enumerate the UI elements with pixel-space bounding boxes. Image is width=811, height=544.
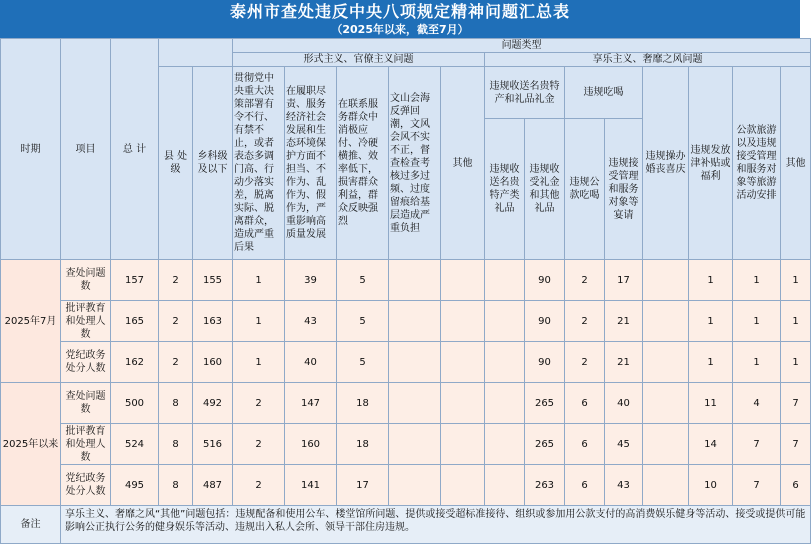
value-cell-f3: 17 bbox=[337, 465, 389, 506]
value-cell-g1 bbox=[485, 301, 525, 342]
item-cell: 查处问题数 bbox=[61, 383, 111, 424]
value-cell-total: 524 bbox=[111, 424, 159, 465]
value-cell-d1: 6 bbox=[565, 465, 605, 506]
table-row bbox=[1, 383, 811, 424]
value-cell-t: 1 bbox=[733, 301, 781, 342]
value-cell-f3: 5 bbox=[337, 342, 389, 383]
value-cell-county: 8 bbox=[159, 383, 193, 424]
value-cell-total: 165 bbox=[111, 301, 159, 342]
item-cell: 批评教育和处理人数 bbox=[61, 301, 111, 342]
value-cell-township: 155 bbox=[193, 260, 233, 301]
value-cell-total: 162 bbox=[111, 342, 159, 383]
value-cell-d1: 6 bbox=[565, 424, 605, 465]
value-cell-g1 bbox=[485, 465, 525, 506]
value-cell-g2: 90 bbox=[525, 260, 565, 301]
value-cell-f5 bbox=[441, 342, 485, 383]
table-row bbox=[1, 465, 811, 506]
header-total: 总 计 bbox=[111, 39, 159, 260]
value-cell-a: 1 bbox=[689, 342, 733, 383]
header-hedonism-group: 享乐主义、奢靡之风问题 bbox=[485, 53, 811, 67]
header-dining-banquet: 违规接受管理和服务对象等宴请 bbox=[605, 119, 643, 260]
header-weddings: 违规操办婚丧喜庆 bbox=[643, 67, 689, 260]
value-cell-o: 1 bbox=[781, 301, 811, 342]
item-cell: 党纪政务处分人数 bbox=[61, 342, 111, 383]
header-formalism-4: 文山会海反弹回潮，文风会风不实不正，督查检查考核过多过频、过度留痕给基层造成严重负担 bbox=[389, 67, 441, 260]
value-cell-f4 bbox=[389, 342, 441, 383]
value-cell-f4 bbox=[389, 424, 441, 465]
value-cell-d1: 2 bbox=[565, 301, 605, 342]
value-cell-f3: 5 bbox=[337, 301, 389, 342]
header-dining-public: 违规公款吃喝 bbox=[565, 119, 605, 260]
value-cell-o: 7 bbox=[781, 383, 811, 424]
summary-table bbox=[0, 38, 811, 544]
header-gift-group: 违规收送名贵特产和礼品礼金 bbox=[485, 67, 565, 119]
table-row bbox=[1, 260, 811, 301]
page-subtitle: （2025年以来，截至7月） bbox=[331, 23, 469, 36]
value-cell-w bbox=[643, 465, 689, 506]
value-cell-g1 bbox=[485, 383, 525, 424]
value-cell-d2: 17 bbox=[605, 260, 643, 301]
header-township: 乡科级及以下 bbox=[193, 67, 233, 260]
value-cell-g1 bbox=[485, 342, 525, 383]
value-cell-f1: 2 bbox=[233, 465, 285, 506]
value-cell-county: 2 bbox=[159, 342, 193, 383]
header-formalism-5: 其他 bbox=[441, 67, 485, 260]
value-cell-g2: 90 bbox=[525, 301, 565, 342]
value-cell-f4 bbox=[389, 465, 441, 506]
header-formalism-group: 形式主义、官僚主义问题 bbox=[233, 53, 485, 67]
value-cell-g2: 265 bbox=[525, 383, 565, 424]
value-cell-w bbox=[643, 342, 689, 383]
value-cell-f2: 147 bbox=[285, 383, 337, 424]
value-cell-d2: 21 bbox=[605, 301, 643, 342]
value-cell-f2: 39 bbox=[285, 260, 337, 301]
value-cell-g2: 263 bbox=[525, 465, 565, 506]
value-cell-t: 4 bbox=[733, 383, 781, 424]
value-cell-f1: 1 bbox=[233, 260, 285, 301]
header-dining-group: 违规吃喝 bbox=[565, 67, 643, 119]
period-cell: 2025年以来 bbox=[1, 383, 61, 506]
value-cell-w bbox=[643, 383, 689, 424]
value-cell-township: 516 bbox=[193, 424, 233, 465]
value-cell-a: 1 bbox=[689, 260, 733, 301]
header-formalism-2: 在履职尽责、服务经济社会发展和生态环境保护方面不担当、不作为、乱作为、假作为，严重影响高质量发展 bbox=[285, 67, 337, 260]
value-cell-total: 157 bbox=[111, 260, 159, 301]
value-cell-f2: 141 bbox=[285, 465, 337, 506]
value-cell-county: 8 bbox=[159, 424, 193, 465]
header-problem-type: 问题类型 bbox=[233, 39, 811, 53]
value-cell-county: 2 bbox=[159, 301, 193, 342]
period-cell: 2025年7月 bbox=[1, 260, 61, 383]
value-cell-t: 7 bbox=[733, 424, 781, 465]
value-cell-f2: 40 bbox=[285, 342, 337, 383]
value-cell-d1: 2 bbox=[565, 260, 605, 301]
value-cell-o: 1 bbox=[781, 342, 811, 383]
note-label: 备注 bbox=[1, 506, 61, 544]
value-cell-f3: 18 bbox=[337, 383, 389, 424]
value-cell-g2: 265 bbox=[525, 424, 565, 465]
value-cell-d1: 2 bbox=[565, 342, 605, 383]
item-cell: 党纪政务处分人数 bbox=[61, 465, 111, 506]
value-cell-f5 bbox=[441, 383, 485, 424]
value-cell-d2: 43 bbox=[605, 465, 643, 506]
value-cell-f5 bbox=[441, 465, 485, 506]
value-cell-f4 bbox=[389, 260, 441, 301]
value-cell-g1 bbox=[485, 424, 525, 465]
value-cell-a: 10 bbox=[689, 465, 733, 506]
page-title: 泰州市查处违反中央八项规定精神问题汇总表 bbox=[229, 2, 570, 21]
value-cell-f4 bbox=[389, 301, 441, 342]
value-cell-township: 163 bbox=[193, 301, 233, 342]
value-cell-f3: 18 bbox=[337, 424, 389, 465]
value-cell-a: 11 bbox=[689, 383, 733, 424]
value-cell-f2: 160 bbox=[285, 424, 337, 465]
value-cell-t: 1 bbox=[733, 260, 781, 301]
value-cell-o: 1 bbox=[781, 260, 811, 301]
header-blank bbox=[159, 39, 233, 67]
value-cell-o: 7 bbox=[781, 424, 811, 465]
header-allowances: 违规发放津补贴或福利 bbox=[689, 67, 733, 260]
value-cell-f4 bbox=[389, 383, 441, 424]
note-text: 享乐主义、奢靡之风“其他”问题包括：违规配备和使用公车、楼堂馆所问题、提供或接受超标准接待、组织或参加用公款支付的高消费娱乐健身等活动、接受或提供可能影响公正执行公务的健身娱乐等活动、违规出入私人会所、领导干部住房违规。 bbox=[61, 506, 811, 544]
value-cell-township: 160 bbox=[193, 342, 233, 383]
value-cell-township: 487 bbox=[193, 465, 233, 506]
header-travel: 公款旅游以及违规接受管理和服务对象等旅游活动安排 bbox=[733, 67, 781, 260]
table-row bbox=[1, 342, 811, 383]
header-gift-specialty: 违规收送名贵特产类礼品 bbox=[485, 119, 525, 260]
header-county: 县 处级 bbox=[159, 67, 193, 260]
value-cell-f5 bbox=[441, 424, 485, 465]
value-cell-g2: 90 bbox=[525, 342, 565, 383]
value-cell-t: 1 bbox=[733, 342, 781, 383]
value-cell-f1: 2 bbox=[233, 383, 285, 424]
header-formalism-3: 在联系服务群众中消极应付、冷硬横推、效率低下，损害群众利益，群众反映强烈 bbox=[337, 67, 389, 260]
value-cell-f1: 1 bbox=[233, 342, 285, 383]
value-cell-f3: 5 bbox=[337, 260, 389, 301]
value-cell-a: 14 bbox=[689, 424, 733, 465]
value-cell-f1: 1 bbox=[233, 301, 285, 342]
value-cell-d2: 45 bbox=[605, 424, 643, 465]
value-cell-d2: 40 bbox=[605, 383, 643, 424]
value-cell-d2: 21 bbox=[605, 342, 643, 383]
value-cell-f1: 2 bbox=[233, 424, 285, 465]
value-cell-w bbox=[643, 301, 689, 342]
value-cell-f2: 43 bbox=[285, 301, 337, 342]
value-cell-g1 bbox=[485, 260, 525, 301]
value-cell-t: 7 bbox=[733, 465, 781, 506]
table-row bbox=[1, 424, 811, 465]
table-row bbox=[1, 301, 811, 342]
header-formalism-1: 贯彻党中央重大决策部署有令不行、有禁不止，或者表态多调门高、行动少落实差，脱离实际、脱离群众，造成严重后果 bbox=[233, 67, 285, 260]
value-cell-w bbox=[643, 424, 689, 465]
value-cell-f5 bbox=[441, 260, 485, 301]
value-cell-f5 bbox=[441, 301, 485, 342]
item-cell: 批评教育和处理人数 bbox=[61, 424, 111, 465]
value-cell-w bbox=[643, 260, 689, 301]
title-bar bbox=[0, 0, 800, 38]
value-cell-total: 495 bbox=[111, 465, 159, 506]
value-cell-county: 2 bbox=[159, 260, 193, 301]
value-cell-o: 6 bbox=[781, 465, 811, 506]
header-item: 项目 bbox=[61, 39, 111, 260]
value-cell-total: 500 bbox=[111, 383, 159, 424]
header-period: 时期 bbox=[1, 39, 61, 260]
header-gift-cash: 违规收受礼金和其他礼品 bbox=[525, 119, 565, 260]
value-cell-a: 1 bbox=[689, 301, 733, 342]
value-cell-county: 8 bbox=[159, 465, 193, 506]
value-cell-d1: 6 bbox=[565, 383, 605, 424]
value-cell-township: 492 bbox=[193, 383, 233, 424]
header-other: 其他 bbox=[781, 67, 811, 260]
item-cell: 查处问题数 bbox=[61, 260, 111, 301]
